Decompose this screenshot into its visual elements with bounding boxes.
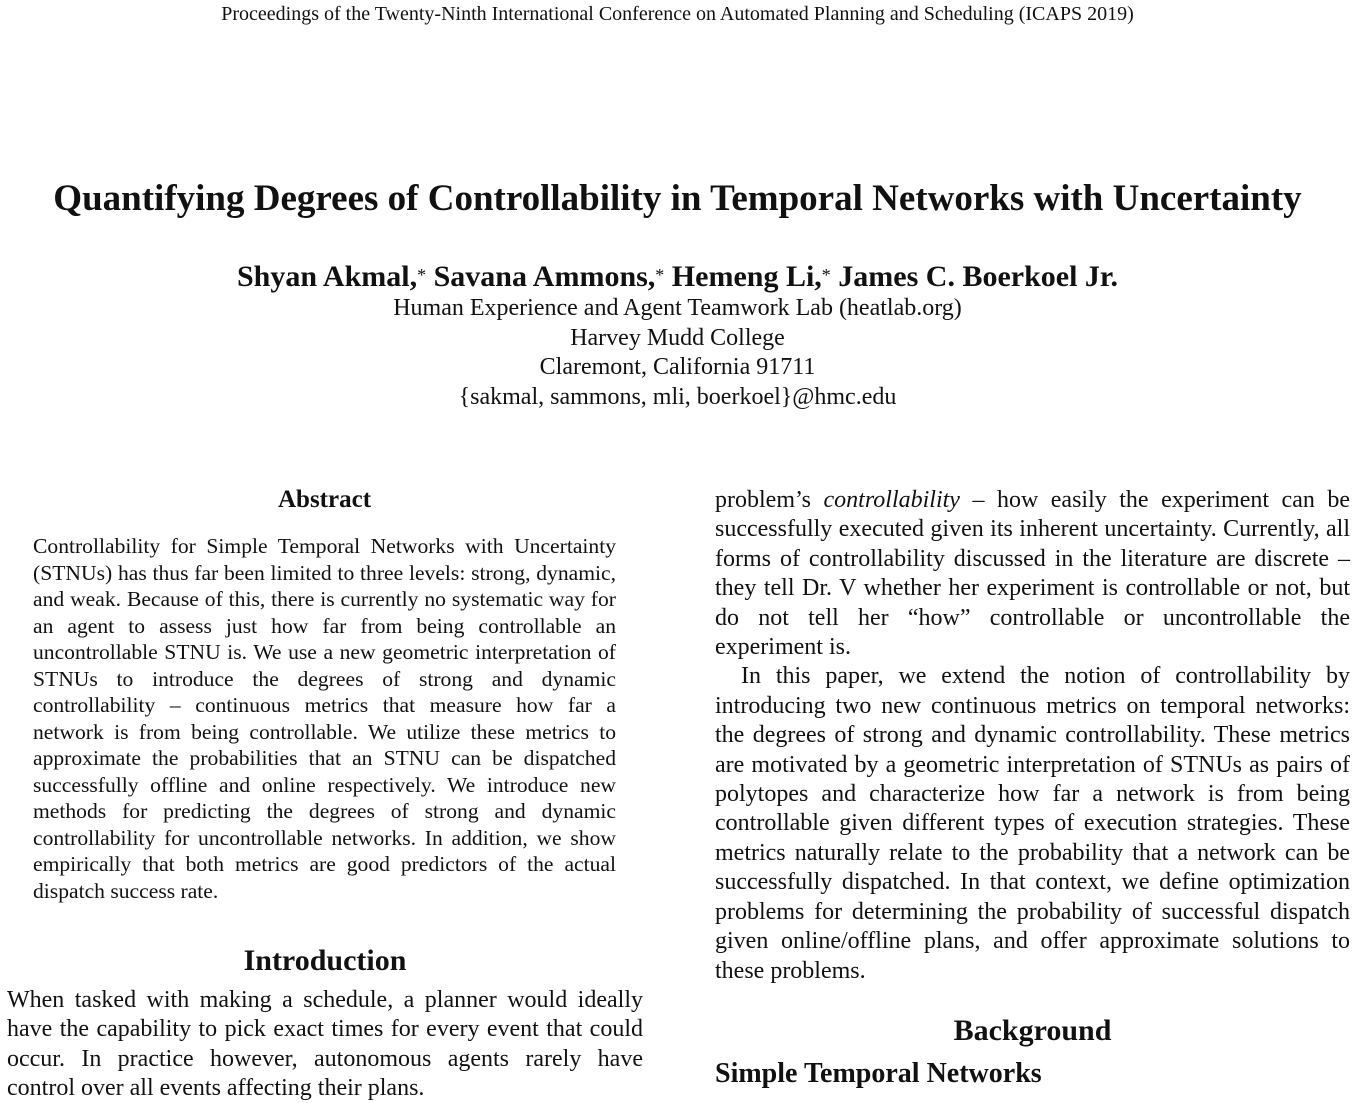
affiliation-lab: Human Experience and Agent Teamwork Lab (heatlab.org) xyxy=(393,295,962,321)
author-name: Shyan Akmal, xyxy=(237,260,418,293)
paper-title: Quantifying Degrees of Controllability in Temporal Networks with Uncertainty xyxy=(53,178,1302,219)
paragraph-rest: – how easily the experiment can be successfully executed given its inherent uncertainty. Currently, all forms of controllability discussed in the literature are discrete – they tell Dr. V whether her experiment is controllable or not, but do not tell her “how” controllable or uncontrollable the experiment is. xyxy=(715,487,1350,661)
author-list xyxy=(0,258,1355,296)
subsection-heading: Simple Temporal Networks xyxy=(715,1058,1042,1089)
emphasis-term: controllability xyxy=(823,487,960,513)
author-name: James C. Boerkoel Jr. xyxy=(838,260,1118,293)
introduction-text: When tasked with making a schedule, a planner would ideally have the capability to pick exact times for every event that could occur. In practice however, autonomous agents rarely have control over all events affecting their plans. xyxy=(7,987,643,1101)
abstract-text: Controllability for Simple Temporal Networks with Uncertainty (STNUs) has thus far been limited to three levels: strong, dynamic, and weak. Because of this, there is currently no systematic way for an agent to assess just how far from being controllable an uncontrollable STNU is. We use a new geometric interpretation of STNUs to introduce the degrees of strong and dynamic controllability – continuous metrics that measure how far a network is from being controllable. We utilize these metrics to approximate the probabilities that an STNU can be dispatched successfully offline and online respectively. We introduce new methods for predicting the degrees of strong and dynamic controllability for uncontrollable networks. In addition, we show empirically that both metrics are good predictors of the actual dispatch success rate. xyxy=(33,534,616,903)
background-heading: Background xyxy=(953,1014,1112,1047)
affiliation-institution: Harvey Mudd College xyxy=(570,324,785,351)
author-mark: * xyxy=(655,265,665,285)
author-emails: {sakmal, sammons, mli, boerkoel}@hmc.edu xyxy=(458,383,897,410)
author-mark: * xyxy=(417,265,427,285)
abstract-heading: Abstract xyxy=(277,486,372,513)
paragraph: In this paper, we extend the notion of controllability by introducing two new continuous metrics on temporal networks: the degrees of strong and dynamic controllability. These metrics are motivated by a geometric interpretation of STNUs as pairs of polytopes and characterize how far a network is from being controllable given different types of execution strategies. These metrics naturally relate to the probability that a network can be successfully dispatched. In that context, we define optimization problems for determining the probability of successful dispatch given online/offline plans, and offer approximate solutions to these problems. xyxy=(715,663,1350,984)
author-name: Hemeng Li, xyxy=(671,260,822,293)
affiliation-block xyxy=(0,294,1355,412)
paragraph-start: problem’s xyxy=(715,487,824,513)
proceedings-header: Proceedings of the Twenty-Ninth International Conference on Automated Planning and Scheduling (ICAPS 2019) xyxy=(221,3,1134,25)
introduction-heading: Introduction xyxy=(243,944,407,977)
author-mark: * xyxy=(821,265,831,285)
author-name: Savana Ammons, xyxy=(433,260,656,293)
right-column-text xyxy=(715,486,1350,986)
affiliation-location: Claremont, California 91711 xyxy=(539,354,816,380)
paragraph xyxy=(715,486,1350,662)
